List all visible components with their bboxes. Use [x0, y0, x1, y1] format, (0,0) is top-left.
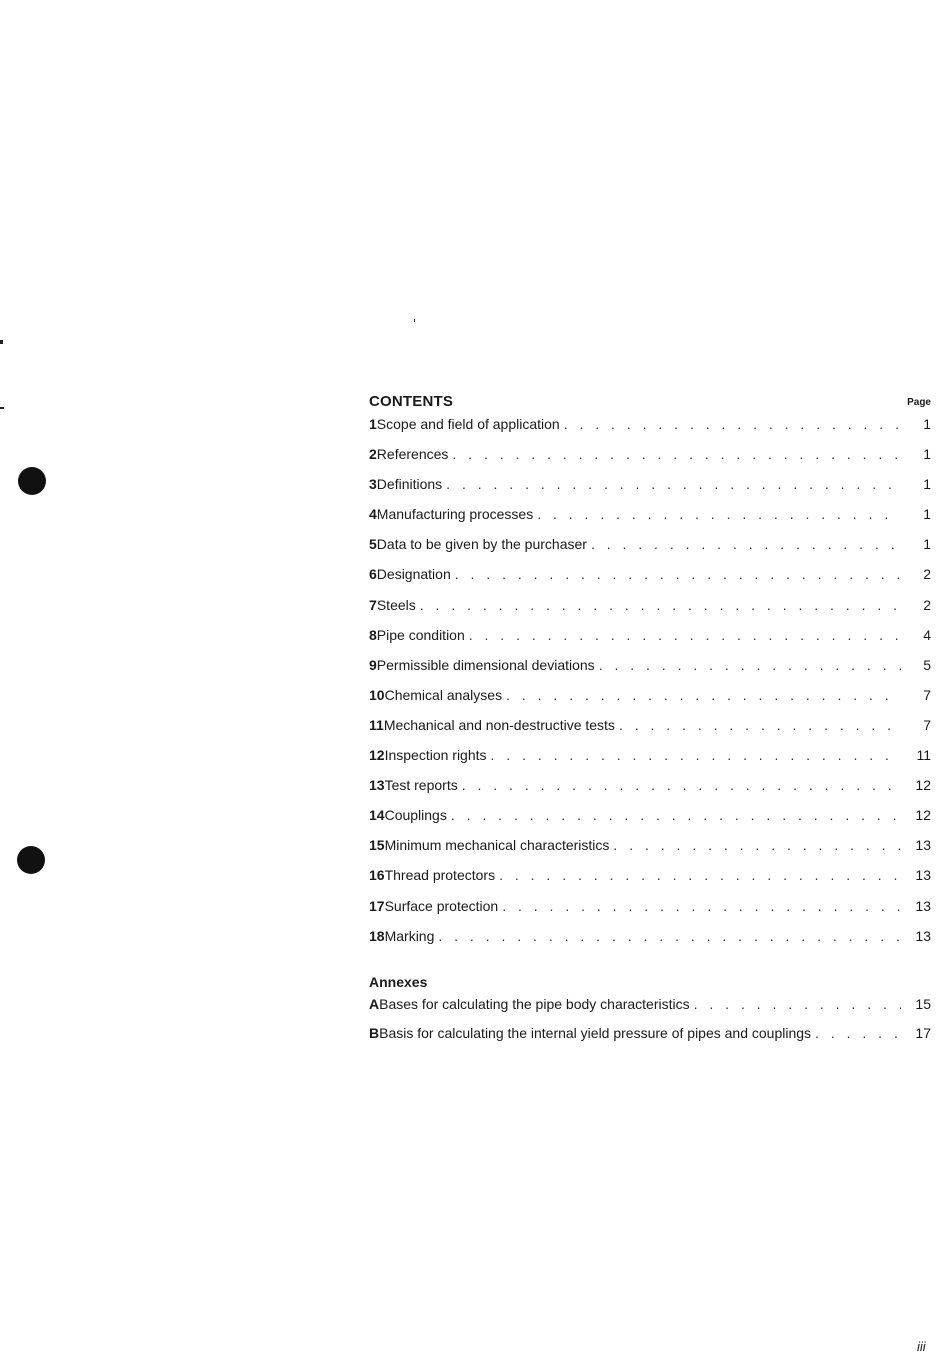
- toc-entry: [369, 657, 931, 687]
- dot-leader: [469, 627, 901, 643]
- dot-leader: [455, 566, 901, 582]
- toc-entry-number: 3: [369, 476, 377, 493]
- toc-entry-number: 2: [369, 446, 377, 463]
- toc-entry-title: Chemical analyses: [384, 686, 503, 703]
- toc-entry-page: 7: [923, 716, 931, 733]
- annex-page: 17: [915, 1024, 931, 1041]
- annex-title: Basis for calculating the internal yield pressure of pipes and couplings: [379, 1024, 812, 1041]
- annex-letter: A: [369, 995, 380, 1012]
- annex-entries: [369, 996, 931, 1054]
- toc-entry-page: 11: [916, 747, 931, 764]
- scan-mark: [0, 340, 3, 344]
- page-column-label: Page: [907, 397, 931, 408]
- annex-entry: [369, 1025, 931, 1054]
- dot-leader: [499, 867, 901, 883]
- dot-leader: [564, 416, 901, 432]
- toc-entry: [369, 627, 931, 657]
- toc-entry-page: 1: [923, 536, 931, 553]
- dot-leader: [599, 657, 901, 673]
- toc-entry-number: 5: [369, 536, 377, 553]
- toc-entry-number: 6: [369, 566, 377, 583]
- toc-entry-title: Scope and field of application: [376, 416, 560, 432]
- toc-entry-page: 13: [915, 867, 931, 884]
- toc-entry-page: 7: [923, 686, 931, 703]
- page-number: iii: [917, 1339, 926, 1354]
- toc-entry-page: 1: [923, 476, 931, 493]
- toc-entry: [369, 446, 931, 476]
- toc-entry-page: 1: [923, 506, 931, 523]
- dot-leader: [451, 807, 901, 823]
- table-of-contents: [369, 386, 931, 1054]
- toc-entry-title: Data to be given by the purchaser: [376, 536, 587, 553]
- annex-title: Bases for calculating the pipe body characteristics: [379, 995, 690, 1012]
- dot-leader: [420, 597, 901, 613]
- dot-leader: [613, 837, 901, 853]
- dot-leader: [452, 446, 901, 462]
- toc-entry-title: Marking: [384, 927, 435, 944]
- toc-entry-number: 13: [369, 777, 385, 794]
- dot-leader: [462, 777, 901, 793]
- dot-leader: [815, 1025, 901, 1041]
- toc-entry-title: Designation: [376, 566, 451, 583]
- toc-entry-title: Manufacturing processes: [376, 506, 534, 523]
- toc-entry-number: 16: [369, 867, 385, 884]
- dot-leader: [537, 506, 901, 522]
- dot-leader: [502, 898, 901, 914]
- dot-leader: [506, 687, 901, 703]
- scan-mark: [0, 407, 4, 409]
- toc-entry: [369, 476, 931, 506]
- toc-entry-title: Steels: [376, 596, 416, 613]
- toc-entry: [369, 597, 931, 627]
- toc-entry-title: Minimum mechanical characteristics: [384, 837, 610, 854]
- toc-entry-title: Permissible dimensional deviations: [376, 656, 595, 673]
- toc-entry: [369, 747, 931, 777]
- toc-entry: [369, 506, 931, 536]
- toc-entry-page: 13: [915, 837, 931, 854]
- toc-entry: [369, 717, 931, 747]
- toc-entry-title: Thread protectors: [384, 867, 496, 884]
- toc-entry-number: 10: [369, 686, 385, 703]
- annex-letter: B: [369, 1024, 380, 1041]
- toc-entry-page: 2: [923, 596, 931, 613]
- toc-entry-number: 14: [369, 807, 385, 824]
- toc-entry-page: 12: [915, 777, 931, 794]
- toc-entry-page: 2: [923, 566, 931, 583]
- toc-entry: [369, 536, 931, 566]
- toc-entries: [369, 416, 931, 958]
- dot-leader: [591, 536, 901, 552]
- dot-leader: [619, 717, 901, 733]
- toc-entry-title: Definitions: [376, 476, 443, 493]
- toc-entry-number: 15: [369, 837, 385, 854]
- toc-entry-page: 13: [915, 927, 931, 944]
- toc-entry-page: 12: [915, 807, 931, 824]
- toc-entry-title: References: [376, 446, 449, 463]
- toc-entry-number: 4: [369, 506, 377, 523]
- dot-leader: [446, 476, 901, 492]
- toc-entry: [369, 777, 931, 807]
- toc-entry: [369, 867, 931, 897]
- toc-entry-number: 18: [369, 927, 385, 944]
- dot-leader: [694, 996, 901, 1012]
- toc-entry-number: 1: [369, 416, 377, 432]
- toc-entry: [369, 416, 931, 446]
- toc-entry-page: 4: [923, 626, 931, 643]
- toc-entry: [369, 837, 931, 867]
- toc-entry: [369, 566, 931, 596]
- annexes-title: Annexes: [369, 973, 428, 990]
- toc-entry-page: 5: [923, 656, 931, 673]
- annex-page: 15: [915, 995, 931, 1012]
- toc-entry-page: 13: [915, 897, 931, 914]
- toc-entry-page: 1: [923, 446, 931, 463]
- toc-entry-number: 8: [369, 626, 377, 643]
- toc-header: [369, 386, 931, 410]
- toc-entry-title: Surface protection: [384, 897, 499, 914]
- toc-entry-number: 9: [369, 656, 377, 673]
- toc-entry-number: 17: [369, 897, 385, 914]
- annex-entry: [369, 996, 931, 1025]
- contents-title: CONTENTS: [369, 393, 454, 410]
- toc-entry: [369, 687, 931, 717]
- toc-entry-title: Test reports: [384, 777, 458, 794]
- toc-entry-title: Inspection rights: [384, 747, 487, 764]
- toc-entry-title: Couplings: [384, 807, 447, 824]
- toc-entry-title: Pipe condition: [376, 626, 465, 643]
- toc-entry-number: 7: [369, 596, 377, 613]
- toc-entry-number: 12: [369, 747, 385, 764]
- punch-hole-lower: [17, 846, 45, 874]
- toc-entry: [369, 898, 931, 928]
- toc-entry: [369, 928, 931, 958]
- dot-leader: [438, 928, 901, 944]
- toc-entry-title: Mechanical and non-destructive tests: [383, 716, 615, 733]
- toc-entry: [369, 807, 931, 837]
- punch-hole-upper: [18, 467, 46, 495]
- toc-entry-page: 1: [923, 416, 931, 432]
- dot-leader: [491, 747, 901, 763]
- toc-entry-number: 11: [369, 716, 384, 733]
- scan-mark: [414, 319, 415, 322]
